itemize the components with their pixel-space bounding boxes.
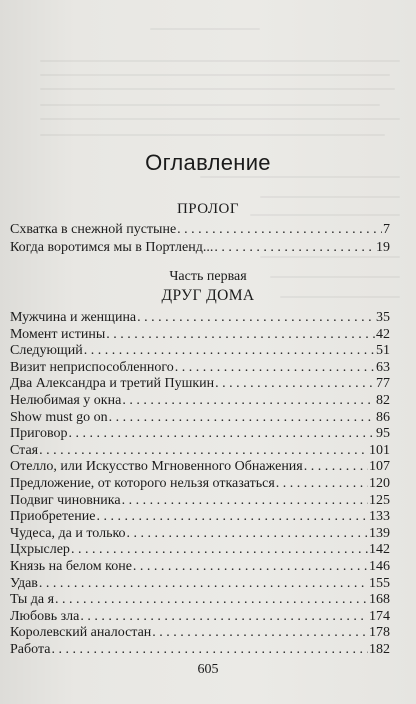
toc-entry-title: Приобретение (10, 509, 96, 525)
toc-entry-page: 77 (376, 376, 390, 392)
toc-entry-page: 101 (369, 442, 390, 458)
toc-entry-page: 7 (383, 222, 390, 237)
toc-entry-title: Удав (10, 575, 38, 591)
dot-leader (96, 508, 368, 526)
toc-entry (10, 641, 390, 659)
toc-entry (10, 492, 390, 510)
toc-entry-title: Следующий (10, 343, 83, 359)
dot-leader (152, 624, 368, 642)
part-title: ДРУГ ДОМА (161, 287, 255, 304)
dot-leader (133, 558, 368, 576)
toc-entry-title: Работа (10, 642, 51, 657)
toc-entry-page: 51 (376, 343, 390, 359)
toc-entry-title: Два Александра и третий Пушкин (10, 376, 215, 392)
dot-leader (106, 326, 375, 344)
toc-entry (10, 475, 390, 493)
toc-entry (10, 221, 390, 239)
toc-entry (10, 309, 390, 327)
toc-entry (10, 525, 390, 543)
toc-entry-page: 107 (369, 459, 390, 475)
toc-entry-title: Когда воротимся мы в Портленд... (10, 240, 214, 255)
dot-leader (39, 575, 368, 593)
dot-leader (109, 409, 375, 427)
toc-entry-title: Цхрыслер (10, 542, 70, 558)
toc-entry-title: Подвиг чиновника (10, 492, 121, 508)
dot-leader (127, 525, 368, 543)
part-label: Часть первая (169, 269, 247, 284)
toc-entry-page: 146 (369, 559, 390, 574)
toc-entry (10, 375, 390, 393)
toc-entry-page: 82 (376, 393, 390, 408)
dot-leader (51, 641, 368, 659)
toc-entry-title: Нелюбимая у окна (10, 393, 122, 408)
toc-entry-title: Любовь зла (10, 608, 80, 624)
toc-entry-page: 178 (369, 625, 390, 641)
dot-leader (276, 475, 368, 493)
toc-entry (10, 608, 390, 626)
toc-entry-title: Предложение, от которого нельзя отказаться (10, 476, 275, 491)
toc-entry (10, 409, 390, 427)
toc-entry-page: 182 (369, 642, 390, 657)
toc-entry-page: 95 (376, 426, 390, 442)
toc-entry (10, 558, 390, 576)
toc-entry-page: 155 (369, 575, 390, 591)
dot-leader (71, 541, 368, 559)
toc-entry (10, 326, 390, 344)
toc-entry (10, 359, 390, 377)
toc-entry-page: 133 (369, 509, 390, 525)
toc-entry (10, 591, 390, 609)
toc-entry-title: Мужчина и женщина (10, 310, 137, 325)
dot-leader (215, 375, 375, 393)
toc-entry-page: 63 (376, 359, 390, 375)
toc-entry (10, 541, 390, 559)
toc-entry-page: 142 (369, 542, 390, 558)
toc-entry (10, 508, 390, 526)
toc-entry (10, 342, 390, 360)
dot-leader (137, 309, 375, 327)
toc-entry-page: 168 (369, 592, 390, 608)
dot-leader (304, 458, 368, 476)
toc-entry (10, 442, 390, 460)
toc-entry (10, 624, 390, 642)
toc-entry (10, 239, 390, 257)
toc-entry-page: 174 (369, 608, 390, 624)
toc-entry (10, 575, 390, 593)
toc-entry-page: 139 (369, 525, 390, 541)
toc-entry-title: Отелло, или Искусство Мгновенного Обнажения (10, 459, 303, 475)
dot-leader (122, 492, 368, 510)
toc-entry-page: 125 (369, 492, 390, 508)
toc-entry-title: Чудеса, да и только (10, 525, 126, 541)
dot-leader (175, 359, 375, 377)
toc-entry (10, 392, 390, 410)
toc-entry-title: Момент истины (10, 326, 106, 342)
toc-entry-page: 42 (376, 326, 390, 342)
toc-entry-title: Стая (10, 442, 39, 458)
toc-entry-title: Королевский аналостан (10, 625, 152, 641)
dot-leader (55, 591, 368, 609)
toc-entry (10, 425, 390, 443)
dot-leader (84, 342, 375, 360)
dot-leader (39, 442, 368, 460)
toc-heading: Оглавление (145, 150, 271, 175)
toc-entry-title: Князь на белом коне (10, 559, 132, 574)
toc-entry-title: Show must go on (10, 409, 108, 425)
toc-entry-page: 120 (369, 476, 390, 491)
prolog-label: ПРОЛОГ (176, 201, 240, 217)
dot-leader (214, 239, 375, 257)
toc-entry-title: Ты да я (10, 592, 55, 608)
toc-entry-page: 19 (376, 240, 390, 255)
dot-leader (69, 425, 375, 443)
toc-entry-title: Схватка в снежной пустыне (10, 222, 177, 237)
toc-entry-title: Приговор (10, 426, 68, 442)
toc-entry-page: 35 (376, 310, 390, 325)
dot-leader (122, 392, 375, 410)
page-number: 605 (197, 662, 219, 677)
toc-entry (10, 458, 390, 476)
toc-entry-title: Визит неприспособленного (10, 359, 174, 375)
dot-leader (80, 608, 368, 626)
toc-entry-page: 86 (376, 409, 390, 425)
dot-leader (177, 221, 382, 239)
